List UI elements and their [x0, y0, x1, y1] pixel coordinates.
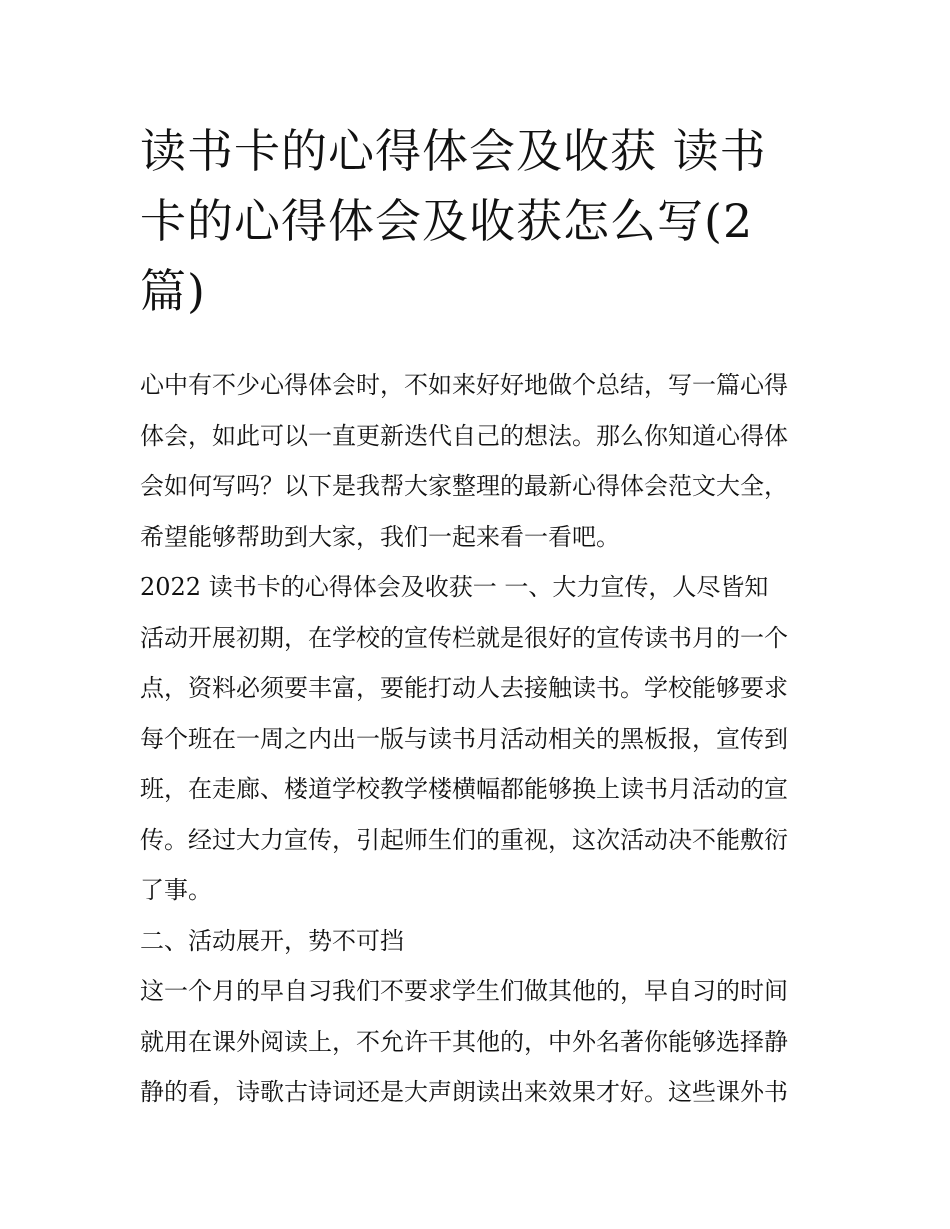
paragraph-line: 希望能够帮助到大家，我们一起来看一看吧。 — [140, 522, 620, 551]
title-line: 卡的心得体会及收获怎么写(2 — [140, 194, 754, 248]
paragraph-line: 会如何写吗？以下是我帮大家整理的最新心得体会范文大全， — [140, 472, 788, 500]
paragraph-line: 活动开展初期，在学校的宣传栏就是很好的宣传读书月的一个 — [140, 623, 788, 652]
title-line: 篇) — [140, 264, 206, 318]
paragraph-line: 心中有不少心得体会时，不如来好好地做个总结，写一篇心得 — [140, 371, 788, 399]
paragraph-line: 体会，如此可以一直更新迭代自己的想法。那么你知道心得体 — [140, 421, 788, 450]
title-line: 读书卡的心得体会及收获 读书 — [140, 124, 767, 178]
paragraph-line: 每个班在一周之内出一版与读书月活动相关的黑板报，宣传到 — [140, 724, 788, 753]
paragraph-line: 点，资料必须要丰富，要能打动人去接触读书。学校能够要求 — [140, 674, 788, 702]
paragraph-line: 就用在课外阅读上，不允许干其他的，中外名著你能够选择静 — [140, 1027, 788, 1056]
document-title — [140, 116, 820, 326]
section-heading-line: 2022 读书卡的心得体会及收获一 一、大力宣传，人尽皆知 — [140, 573, 769, 601]
paragraph-line: 了事。 — [140, 876, 212, 904]
section-heading-line: 二、活动展开，势不可挡 — [140, 926, 404, 955]
paragraph-line: 传。经过大力宣传，引起师生们的重视，这次活动决不能敷衍 — [140, 825, 788, 854]
paragraph-line: 班，在走廊、楼道学校教学楼横幅都能够换上读书月活动的宣 — [140, 775, 788, 803]
paragraph-line: 这一个月的早自习我们不要求学生们做其他的，早自习的时间 — [140, 977, 788, 1005]
document-body — [140, 360, 820, 1118]
paragraph-line: 静的看，诗歌古诗词还是大声朗读出来效果才好。这些课外书 — [140, 1078, 788, 1106]
